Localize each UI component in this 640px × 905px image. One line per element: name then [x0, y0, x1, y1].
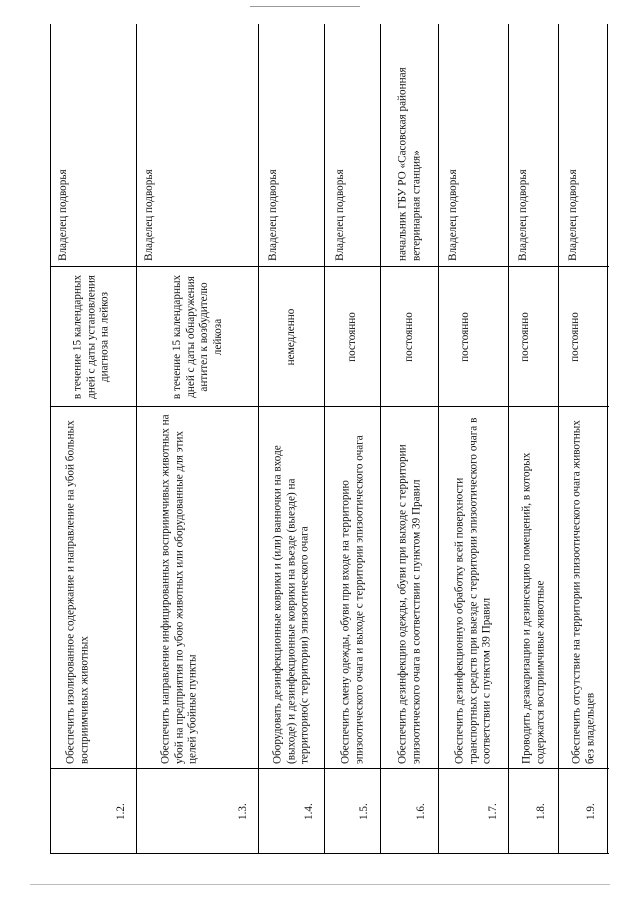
- responsible-text: Владелец подворья: [57, 169, 70, 261]
- table-row: [324, 24, 380, 854]
- term-text: постоянно: [403, 311, 416, 362]
- term-cell: [439, 266, 509, 406]
- term-cell: [559, 266, 609, 406]
- action-text: Обеспечить смену одежды, обуви при входе на территорию эпизоотического очага и выходе с территории эпизоотического очага: [339, 434, 365, 764]
- term-cell: [325, 266, 381, 406]
- row-number-cell: [439, 768, 509, 854]
- term-cell: [509, 266, 559, 406]
- action-cell: [259, 406, 325, 768]
- term-text: постоянно: [569, 311, 582, 362]
- row-number: 1.3.: [237, 803, 250, 820]
- term-cell: [51, 266, 137, 406]
- term-cell: [381, 266, 439, 406]
- action-text: Проводить дезакаризацию и дезинсекцию помещений, в которых содержатся восприимчивые животные: [520, 452, 546, 764]
- action-cell: [325, 406, 381, 768]
- responsible-text: Владелец подворья: [447, 169, 460, 261]
- responsible-cell: [51, 24, 137, 266]
- table-row: [508, 24, 558, 854]
- action-cell: [559, 406, 609, 768]
- term-text: в течение 15 календарных дней с даты обнаружения антител к возбудителю лейкоза: [170, 274, 224, 399]
- row-number-cell: [325, 768, 381, 854]
- action-text: Обеспечить дезинфекционную обработку всей поверхности транспортных средств при выезде с территории эпизоотического очага в соответствии с пунктом 39 Правил: [453, 417, 493, 764]
- scan-edge-line: [30, 884, 610, 885]
- row-number-cell: [137, 768, 259, 854]
- responsible-text: Владелец подворья: [567, 169, 580, 261]
- action-text: Обеспечить отсутствие на территории эпизоотического очага животных без владельцев: [570, 419, 596, 764]
- responsible-text: Владелец подворья: [517, 169, 530, 261]
- term-text: постоянно: [519, 311, 532, 362]
- scan-edge-line: [250, 6, 360, 7]
- responsible-text: Владелец подворья: [334, 169, 347, 261]
- action-text: Обеспечить дезинфекцию одежды, обуви при выходе с территории эпизоотического очага в соответствии с пунктом 39 Правил: [396, 443, 422, 764]
- action-text: Оборудовать дезинфекционные коврики и (или) ванночки на входе (выходе) и дезинфекционные коврики на въезде (выезде) на территорию(с территории) эпизоотического очага: [271, 444, 311, 764]
- table-row: [438, 24, 508, 854]
- responsible-cell: [381, 24, 439, 266]
- responsible-cell: [509, 24, 559, 266]
- measures-table: [50, 24, 608, 854]
- term-text: в течение 15 календарных дней с даты установления диагноза на лейкоз: [71, 274, 111, 399]
- responsible-cell: [325, 24, 381, 266]
- term-cell: [137, 266, 259, 406]
- action-text: Обеспечить направление инфицированных восприимчивых животных на убой на предприятия по убою животных или оборудованные для этих целей убойные пункты: [159, 413, 199, 764]
- table-row: [558, 24, 608, 854]
- responsible-cell: [559, 24, 609, 266]
- row-number: 1.9.: [585, 803, 598, 820]
- action-cell: [381, 406, 439, 768]
- action-cell: [137, 406, 259, 768]
- action-cell: [439, 406, 509, 768]
- term-text: постоянно: [346, 311, 359, 362]
- term-text: немедленно: [285, 308, 298, 365]
- responsible-text: Владелец подворья: [267, 169, 280, 261]
- action-cell: [509, 406, 559, 768]
- responsible-cell: [137, 24, 259, 266]
- responsible-text: Владелец подворья: [143, 169, 156, 261]
- responsible-text: начальник ГБУ РО «Сасовская районная ветеринарная станция»: [396, 67, 422, 261]
- action-text: Обеспечить изолированное содержание и направление на убой больных восприимчивых животных: [64, 419, 90, 764]
- table-row: [136, 24, 258, 854]
- row-number: 1.8.: [535, 803, 548, 820]
- table-row: [50, 24, 136, 854]
- row-number-cell: [51, 768, 137, 854]
- term-cell: [259, 266, 325, 406]
- row-number-cell: [559, 768, 609, 854]
- row-number: 1.2.: [115, 803, 128, 820]
- responsible-cell: [259, 24, 325, 266]
- row-number-cell: [381, 768, 439, 854]
- row-number: 1.5.: [358, 803, 371, 820]
- row-number: 1.6.: [415, 803, 428, 820]
- table-row: [380, 24, 438, 854]
- table-row: [258, 24, 324, 854]
- row-number: 1.4.: [303, 803, 316, 820]
- row-number-cell: [509, 768, 559, 854]
- term-text: постоянно: [459, 311, 472, 362]
- row-number: 1.7.: [487, 803, 500, 820]
- row-number-cell: [259, 768, 325, 854]
- action-cell: [51, 406, 137, 768]
- responsible-cell: [439, 24, 509, 266]
